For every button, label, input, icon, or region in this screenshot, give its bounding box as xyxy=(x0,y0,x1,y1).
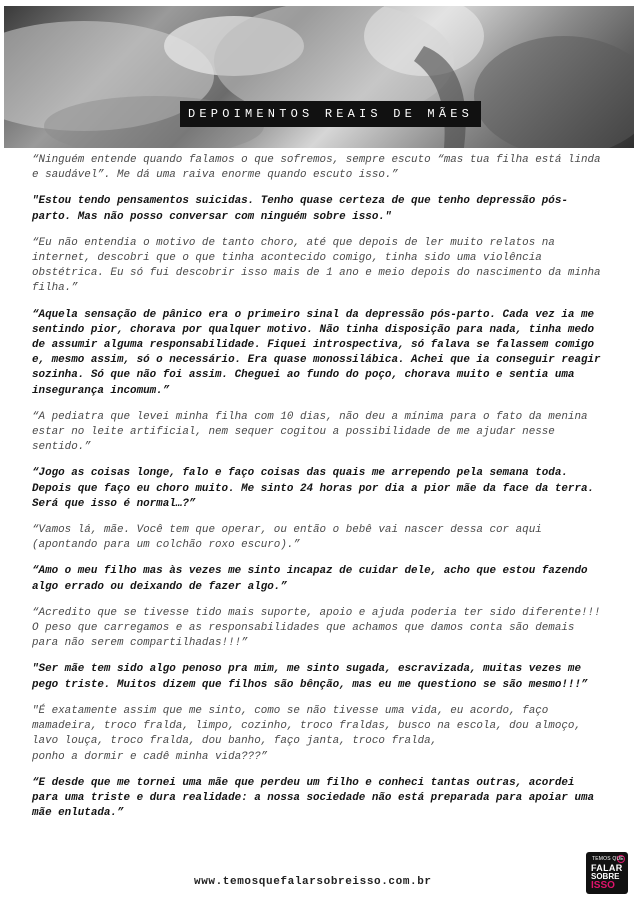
logo-line-3: SOBRE xyxy=(591,872,620,881)
testimonial: “A pediatra que levei minha filha com 10 dias, não deu a mínima para o fato da menina estar no leite artificial, nem sequer cogitou a possibilidade de me ajudar nesse sentido.” xyxy=(32,410,588,454)
testimonial: “Acredito que se tivesse tido mais suporte, apoio e ajuda poderia ter sido diferente!!! O peso que carregamos e as responsabilidades que achamos que damos conta são demais para não serem compartilhadas!!!” xyxy=(32,606,601,650)
logo-line-2: FALAR xyxy=(591,863,623,873)
testimonial: “Amo o meu filho mas às vezes me sinto incapaz de cuidar dele, acho que estou fazendo algo errado ou deixando de fazer algo.” xyxy=(32,565,588,593)
testimonial: “Ninguém entende quando falamos o que sofremos, sempre escuto “mas tua filha está linda e saudável”. Me dá uma raiva enorme quando escuto isso.” xyxy=(32,154,601,182)
logo-line-4: ISSO xyxy=(591,880,615,891)
testimonial: “Eu não entendia o motivo de tanto choro, até que depois de ler muito relatos na internet, descobri que o que tinha acontecido comigo, tinha sido uma violência obstétrica. Eu só fui descobrir isso mais de 1 ano e meio depois do nascimento da minha filha.” xyxy=(32,236,601,295)
header-banner xyxy=(4,6,634,148)
logo-line-1: TEMOS QUE xyxy=(592,856,624,862)
testimonial: "Ser mãe tem sido algo penoso pra mim, me sinto sugada, escravizada, muitas vezes me pego triste. Muitos dizem que filhos são bênção, mas eu me questiono se são mesmo!!!” xyxy=(32,663,588,691)
testimonial: "Estou tendo pensamentos suicidas. Tenho quase certeza de que tenho depressão pós-parto. Mas não posso conversar com ninguém sobre isso." xyxy=(32,195,568,223)
testimonial: “E desde que me tornei uma mãe que perdeu um filho e conheci tantas outras, acordei para uma triste e dura realidade: a nossa sociedade não está preparada para apoiar uma mãe enlutada.” xyxy=(32,776,595,820)
testimonial: “Jogo as coisas longe, falo e faço coisas das quais me arrependo pela semana toda. Depois que faço eu choro muito. Me sinto 24 horas por dia a pior mãe da face da terra. Será que isso é normal…?” xyxy=(32,467,595,510)
website-url: www.temosquefalarsobreisso.com.br xyxy=(194,876,432,888)
testimonial: “Vamos lá, mãe. Você tem que operar, ou então o bebê vai nascer dessa cor aqui (apontando para um colchão roxo escuro).” xyxy=(32,524,542,552)
testimonial: “Aquela sensação de pânico era o primeiro sinal da depressão pós-parto. Cada vez ia me sentindo pior, chorava por qualquer motivo. Não tinha disposição para nada, tinha medo de assumir alguma responsabilidade. Fiquei introspectiva, só falava se falassem comigo e, mesmo assim, só o necessário. Era quase monossilábica. Achei que ia conseguir reagir sozinha. Só que não foi assim. Cheguei ao fundo do poço, chorava muito e sentia uma insegurança incomum.” xyxy=(32,308,601,397)
page-title: DEPOIMENTOS REAIS DE MÃES xyxy=(180,101,481,127)
testimonials-list xyxy=(32,153,607,832)
testimonial: "É exatamente assim que me sinto, como se não tivesse uma vida, eu acordo, faço mamadeira, troco fralda, limpo, cozinho, troco fraldas, busco na escola, dou almoço, lavo louça, troco fralda, dou banho, faço janta, troco fralda, ponho a dormir e cadê minha vida???” xyxy=(32,704,581,763)
brand-logo xyxy=(586,852,628,894)
